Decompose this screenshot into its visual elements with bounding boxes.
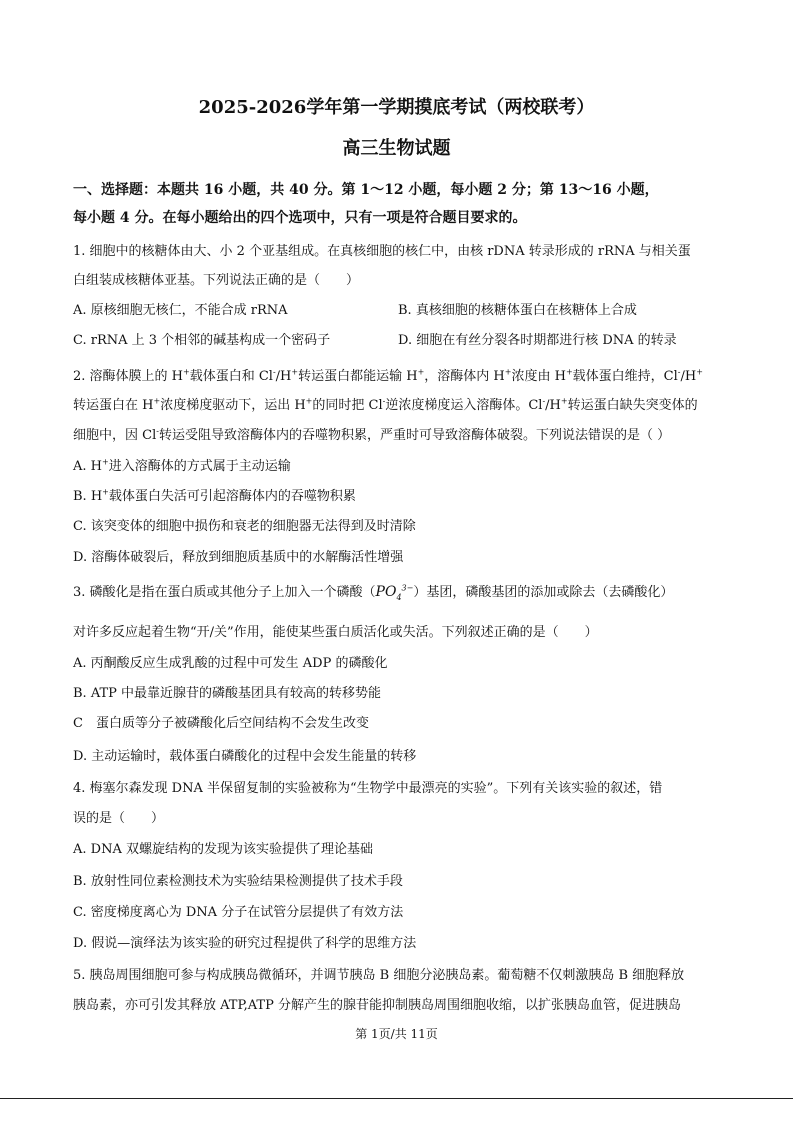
q4-option-c: C. 密度梯度离心为 DNA 分子在试管分层提供了有效方法 <box>73 905 404 920</box>
q1-stem-line1: 1. 细胞中的核糖体由大、小 2 个亚基组成。在真核细胞的核仁中，由核 rDNA 转录形成的 rRNA 与相关蛋 <box>73 244 691 259</box>
q3-option-b: B. ATP 中最靠近腺苷的磷酸基团具有较高的转移势能 <box>73 686 382 701</box>
q3-option-c: C 蛋白质等分子被磷酸化后空间结构不会发生改变 <box>73 716 369 731</box>
q3-stem-line2: 对许多反应起着生物“开/关”作用，能使某些蛋白质活化或失活。下列叙述正确的是（ ） <box>73 625 598 640</box>
q2-stem-line2: 转运蛋白在 H+浓度梯度驱动下，运出 H+的同时把 Cl-逆浓度梯度运入溶酶体。Cl-/H+转运蛋白缺失突变体的 <box>73 396 698 413</box>
exam-title: 2025-2026学年第一学期摸底考试（两校联考） <box>198 97 595 118</box>
phosphate-formula: $PO_4^{3-}$ <box>375 583 414 602</box>
q2-option-a: A. H+进入溶酶体的方式属于主动运输 <box>73 457 291 474</box>
q1-option-a: A. 原核细胞无核仁，不能合成 rRNA <box>73 303 288 318</box>
page-number: 第 1页/共 11页 <box>355 1027 438 1041</box>
q1-option-d: D. 细胞在有丝分裂各时期都进行核 DNA 的转录 <box>398 333 677 348</box>
section-instructions-line2: 每小题 4 分。在每小题给出的四个选项中，只有一项是符合题目要求的。 <box>73 210 527 226</box>
q4-option-d: D. 假说—演绎法为该实验的研究过程提供了科学的思维方法 <box>73 936 417 951</box>
section-instructions-line1: 一、选择题：本题共 16 小题，共 40 分。第 1～12 小题，每小题 2 分；第 13～16 小题， <box>73 182 659 198</box>
q5-stem-line1: 5. 胰岛周围细胞可参与构成胰岛微循环，并调节胰岛 B 细胞分泌胰岛素。葡萄糖不仅刺激胰岛 B 细胞释放 <box>73 968 685 983</box>
q2-stem-line3: 细胞中，因 Cl-转运受阻导致溶酶体内的吞噬物积累，严重时可导致溶酶体破裂。下列说法错误的是（ ） <box>73 426 671 443</box>
q1-option-b: B. 真核细胞的核糖体蛋白在核糖体上合成 <box>398 303 637 318</box>
q3-stem-line1: 3. 磷酸化是指在蛋白质或其他分子上加入一个磷酸$(PO_4^{3-})$基团，磷酸基团的添加或除去（去磷酸化） <box>73 583 674 602</box>
q1-stem-line2: 白组装成核糖体亚基。下列说法正确的是（ ） <box>73 273 360 288</box>
q4-option-a: A. DNA 双螺旋结构的发现为该实验提供了理论基础 <box>73 842 373 857</box>
q1-option-c: C. rRNA 上 3 个相邻的碱基构成一个密码子 <box>73 333 331 348</box>
bottom-divider <box>0 1098 793 1099</box>
exam-subtitle: 高三生物试题 <box>342 138 451 159</box>
q3-option-a: A. 丙酮酸反应生成乳酸的过程中可发生 ADP 的磷酸化 <box>73 656 388 671</box>
q4-stem-line1: 4. 梅塞尔森发现 DNA 半保留复制的实验被称为“生物学中最漂亮的实验”。下列有关该实验的叙述，错 <box>73 781 663 796</box>
q2-option-c: C. 该突变体的细胞中损伤和衰老的细胞器无法得到及时清除 <box>73 519 416 534</box>
q2-stem-line1: 2. 溶酶体膜上的 H+载体蛋白和 Cl-/H+转运蛋白都能运输 H+，溶酶体内 H+浓度由 H+载体蛋白维持，Cl-/H+ <box>73 367 703 384</box>
q4-option-b: B. 放射性同位素检测技术为实验结果检测提供了技术手段 <box>73 874 403 889</box>
q2-option-d: D. 溶酶体破裂后，释放到细胞质基质中的水解酶活性增强 <box>73 550 404 565</box>
q2-option-b: B. H+载体蛋白失活可引起溶酶体内的吞噬物积累 <box>73 487 356 504</box>
q3-option-d: D. 主动运输时，载体蛋白磷酸化的过程中会发生能量的转移 <box>73 749 417 764</box>
q4-stem-line2: 误的是（ ） <box>73 811 165 826</box>
q5-stem-line2: 胰岛素，亦可引发其释放 ATP,ATP 分解产生的腺苷能抑制胰岛周围细胞收缩，以扩张胰岛血管，促进胰岛 <box>73 998 681 1013</box>
